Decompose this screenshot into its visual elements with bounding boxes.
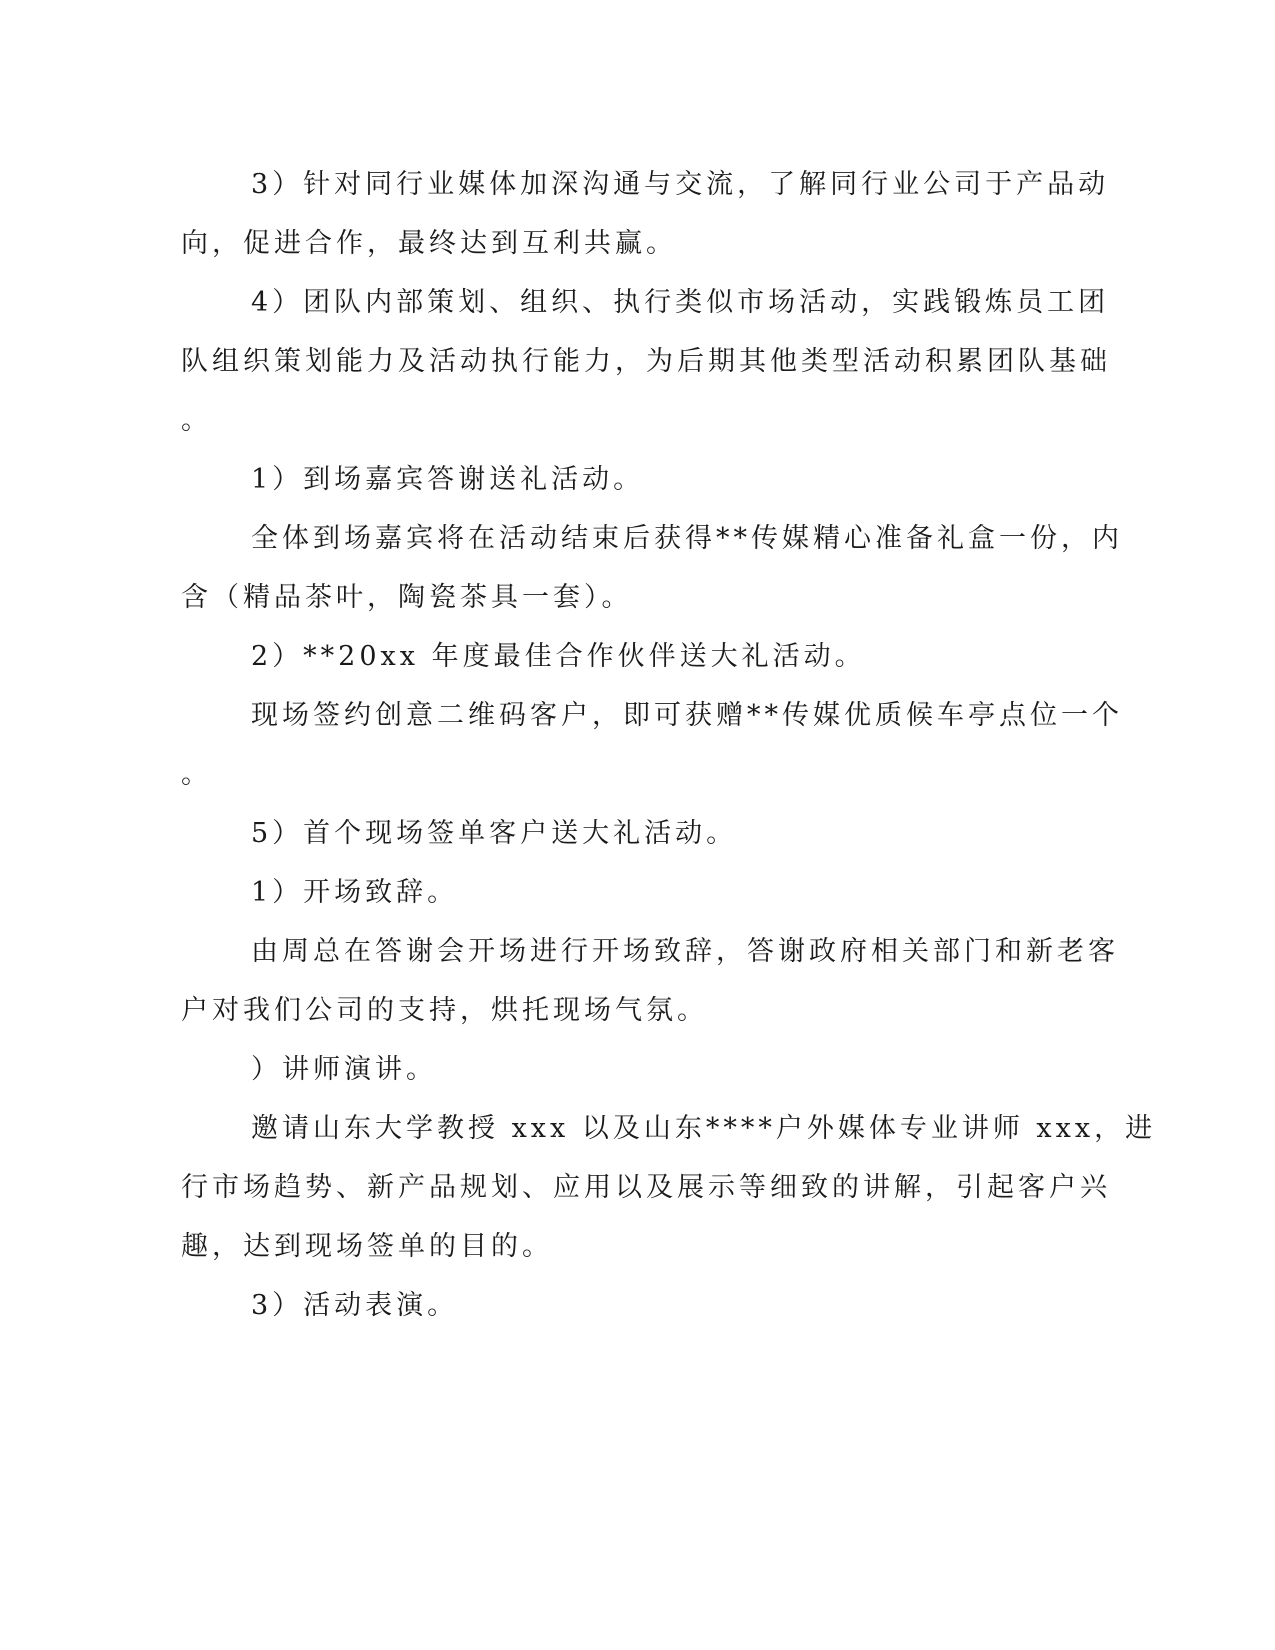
text-line: 4）团队内部策划、组织、执行类似市场活动，实践锻炼员工团 bbox=[251, 287, 1110, 318]
text-line: 户对我们公司的支持，烘托现场气氛。 bbox=[181, 995, 708, 1026]
text-line: 2）**20xx 年度最佳合作伙伴送大礼活动。 bbox=[251, 641, 866, 672]
text-line: 向，促进合作，最终达到互利共赢。 bbox=[181, 228, 677, 259]
text-line: 含（精品茶叶，陶瓷茶具一套）。 bbox=[181, 582, 633, 613]
text-line: 邀请山东大学教授 xxx 以及山东****户外媒体专业讲师 xxx，进 bbox=[251, 1113, 1157, 1144]
text-line: 1）开场致辞。 bbox=[251, 877, 459, 908]
text-line: ）讲师演讲。 bbox=[251, 1054, 437, 1085]
text-line: 趣，达到现场签单的目的。 bbox=[181, 1231, 553, 1262]
text-line: 行市场趋势、新产品规划、应用以及展示等细致的讲解，引起客户兴 bbox=[181, 1172, 1111, 1203]
text-line: 3）针对同行业媒体加深沟通与交流，了解同行业公司于产品动 bbox=[251, 169, 1110, 200]
text-line: 现场签约创意二维码客户，即可获赠**传媒优质候车亭点位一个 bbox=[251, 700, 1123, 731]
text-line: 。 bbox=[181, 405, 212, 436]
text-line: 5）首个现场签单客户送大礼活动。 bbox=[251, 818, 738, 849]
text-line: 全体到场嘉宾将在活动结束后获得**传媒精心准备礼盒一份，内 bbox=[251, 523, 1123, 554]
document-body bbox=[181, 155, 1157, 1335]
text-line: 3）活动表演。 bbox=[251, 1290, 459, 1321]
text-line: 。 bbox=[181, 759, 212, 790]
text-line: 1）到场嘉宾答谢送礼活动。 bbox=[251, 464, 645, 495]
text-line: 由周总在答谢会开场进行开场致辞，答谢政府相关部门和新老客 bbox=[251, 936, 1119, 967]
text-line: 队组织策划能力及活动执行能力，为后期其他类型活动积累团队基础 bbox=[181, 346, 1111, 377]
